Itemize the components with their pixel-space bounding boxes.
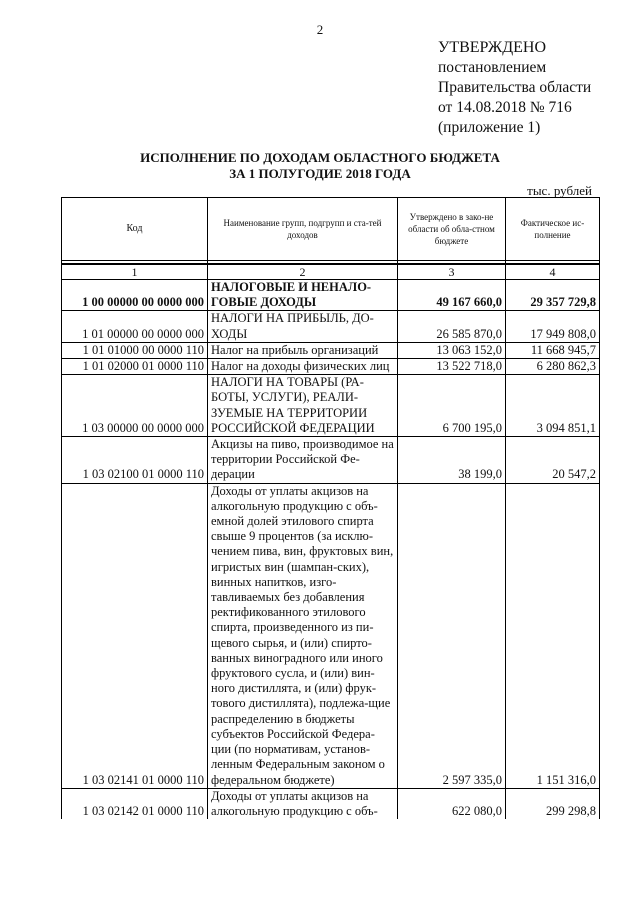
row-code: 1 01 02000 01 0000 110	[62, 359, 208, 375]
table-row	[62, 342, 600, 358]
title-line-1: ИСПОЛНЕНИЕ ПО ДОХОДАМ ОБЛАСТНОГО БЮДЖЕТА	[140, 150, 500, 165]
row-code: 1 03 02100 01 0000 110	[62, 437, 208, 484]
row-code: 1 01 01000 00 0000 110	[62, 342, 208, 358]
row-approved: 26 585 870,0	[398, 311, 506, 342]
table-row	[62, 359, 600, 375]
row-name: Доходы от уплаты акцизов на алкогольную продукцию с объ-емной долей этилового спирта свыше 9 процентов (за исклю-чением пива, вин, фруктовых вин, игристых вин (шампан-ских), винных напитков, изго-тавливаемых без добавления ректификованного этилового спирта, произведенного из пи-щевого сырья, и (или) спирто-ванных виноградного или иного фруктового сусла, и (или) вин-ного дистиллята, и (или) фрук-тового дистиллята), подлежа-щие распределению в бюджеты субъектов Российской Федера-ции (по нормативам, установ-ленным Федеральным законом о федеральном бюджете)	[208, 483, 398, 788]
row-approved: 38 199,0	[398, 437, 506, 484]
header-name: Наименование групп, подгрупп и ста-тей доходов	[208, 198, 398, 261]
row-name: НАЛОГИ НА ПРИБЫЛЬ, ДО-ХОДЫ	[208, 311, 398, 342]
revenue-table	[61, 197, 600, 819]
table-row	[62, 483, 600, 788]
row-name: НАЛОГОВЫЕ И НЕНАЛО-ГОВЫЕ ДОХОДЫ	[208, 280, 398, 311]
table-row	[62, 788, 600, 819]
row-actual: 29 357 729,8	[506, 280, 600, 311]
row-actual: 17 949 808,0	[506, 311, 600, 342]
column-number: 1	[62, 264, 208, 280]
row-approved: 13 522 718,0	[398, 359, 506, 375]
approval-stamp	[438, 38, 591, 138]
approval-heading: УТВЕРЖДЕНО	[438, 39, 547, 56]
row-approved: 622 080,0	[398, 788, 506, 819]
table-row	[62, 375, 600, 437]
row-actual: 20 547,2	[506, 437, 600, 484]
row-approved: 49 167 660,0	[398, 280, 506, 311]
approval-line: постановлением	[438, 59, 547, 76]
row-actual: 1 151 316,0	[506, 483, 600, 788]
table-row	[62, 280, 600, 311]
row-actual: 3 094 851,1	[506, 375, 600, 437]
header-code: Код	[62, 198, 208, 261]
approval-line: от 14.08.2018 № 716	[438, 99, 572, 116]
row-code: 1 01 00000 00 0000 000	[62, 311, 208, 342]
row-name: Налог на прибыль организаций	[208, 342, 398, 358]
approval-line: Правительства области	[438, 79, 592, 96]
column-number: 2	[208, 264, 398, 280]
column-number: 3	[398, 264, 506, 280]
row-approved: 2 597 335,0	[398, 483, 506, 788]
row-actual: 11 668 945,7	[506, 342, 600, 358]
row-name: Налог на доходы физических лиц	[208, 359, 398, 375]
header-actual: Фактическое ис-полнение	[506, 198, 600, 261]
approval-line: (приложение 1)	[438, 119, 541, 136]
units-label: тыс. рублей	[527, 183, 592, 198]
document-title	[0, 150, 640, 182]
row-actual: 299 298,8	[506, 788, 600, 819]
row-approved: 13 063 152,0	[398, 342, 506, 358]
table-row	[62, 437, 600, 484]
row-name: Доходы от уплаты акцизов на алкогольную продукцию с объ-	[208, 788, 398, 819]
header-approved: Утверждено в зако-не области об обла-стном бюджете	[398, 198, 506, 261]
row-code: 1 03 00000 00 0000 000	[62, 375, 208, 437]
page-number: 2	[316, 22, 324, 37]
column-number-row	[62, 264, 600, 280]
row-actual: 6 280 862,3	[506, 359, 600, 375]
table-row	[62, 311, 600, 342]
row-code: 1 03 02142 01 0000 110	[62, 788, 208, 819]
row-approved: 6 700 195,0	[398, 375, 506, 437]
row-code: 1 03 02141 01 0000 110	[62, 483, 208, 788]
table-header-row	[62, 198, 600, 261]
row-name: Акцизы на пиво, производимое на территории Российской Фе-дерации	[208, 437, 398, 484]
column-number: 4	[506, 264, 600, 280]
title-line-2: ЗА 1 ПОЛУГОДИЕ 2018 ГОДА	[229, 166, 411, 181]
row-name: НАЛОГИ НА ТОВАРЫ (РА-БОТЫ, УСЛУГИ), РЕАЛИ-ЗУЕМЫЕ НА ТЕРРИТОРИИ РОССИЙСКОЙ ФЕДЕРАЦИИ	[208, 375, 398, 437]
row-code: 1 00 00000 00 0000 000	[62, 280, 208, 311]
